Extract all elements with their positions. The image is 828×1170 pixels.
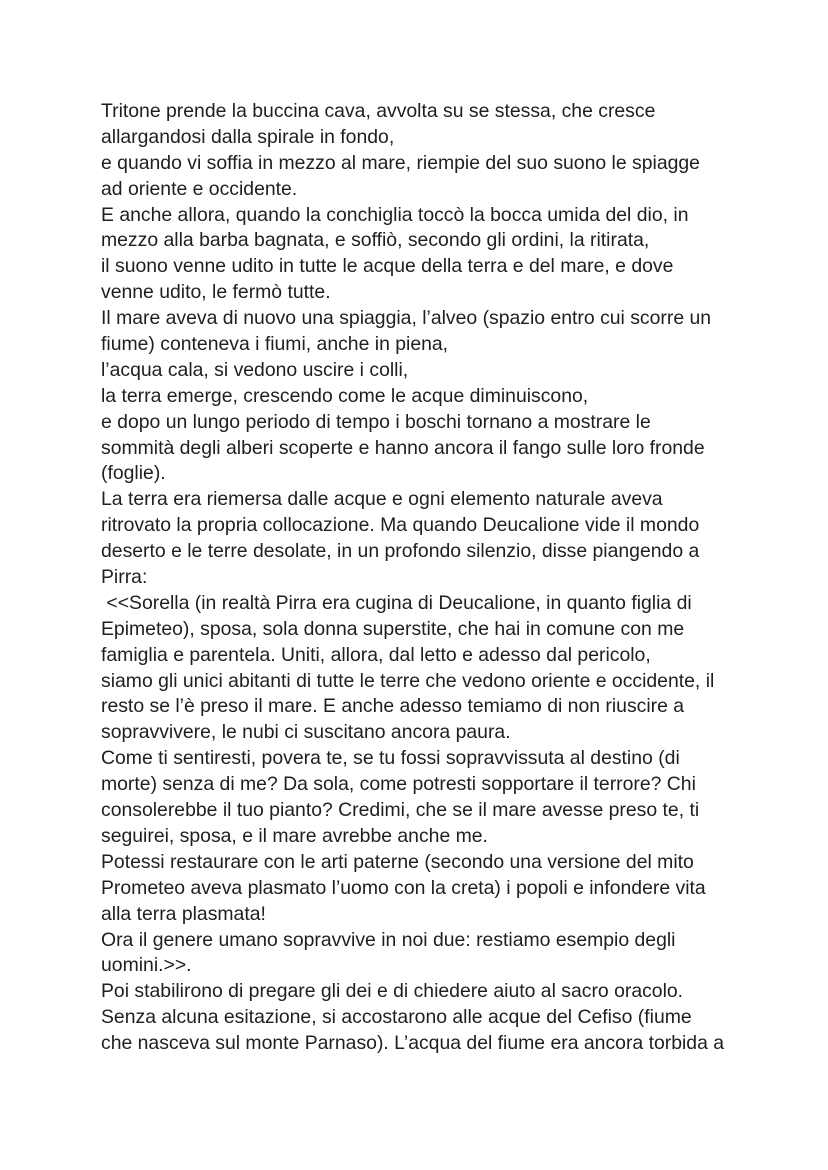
text-line: morte) senza di me? Da sola, come potresti sopportare il terrore? Chi	[101, 773, 696, 796]
text-line: Poi stabilirono di pregare gli dei e di chiedere aiuto al sacro oracolo.	[101, 980, 684, 1003]
text-line: la terra emerge, crescendo come le acque diminuiscono,	[101, 384, 589, 407]
text-line: ad oriente e occidente.	[101, 177, 298, 200]
text-line: siamo gli unici abitanti di tutte le terre che vedono oriente e occidente, il	[101, 669, 715, 692]
text-line: Il mare aveva di nuovo una spiaggia, l’alveo (spazio entro cui scorre un	[101, 307, 712, 330]
body-text	[101, 99, 741, 1057]
text-line: consolerebbe il tuo pianto? Credimi, che se il mare avesse preso te, ti	[101, 799, 700, 822]
text-line: Come ti sentiresti, povera te, se tu fossi sopravvissuta al destino (di	[101, 747, 680, 770]
text-line: (foglie).	[101, 462, 166, 485]
text-line: famiglia e parentela. Uniti, allora, dal letto e adesso dal pericolo,	[101, 643, 651, 666]
text-line: sommità degli alberi scoperte e hanno ancora il fango sulle loro fronde	[101, 436, 705, 459]
text-line: allargandosi dalla spirale in fondo,	[101, 125, 395, 148]
text-line: mezzo alla barba bagnata, e soffiò, secondo gli ordini, la ritirata,	[101, 229, 650, 252]
text-line: alla terra plasmata!	[101, 902, 266, 925]
text-line: E anche allora, quando la conchiglia toccò la bocca umida del dio, in	[101, 203, 689, 226]
text-line: Epimeteo), sposa, sola donna superstite, che hai in comune con me	[101, 617, 685, 640]
text-line: venne udito, le fermò tutte.	[101, 281, 331, 304]
text-line: deserto e le terre desolate, in un profondo silenzio, disse piangendo a	[101, 540, 700, 563]
text-line: il suono venne udito in tutte le acque della terra e del mare, e dove	[101, 255, 674, 278]
text-line: La terra era riemersa dalle acque e ogni elemento naturale aveva	[101, 488, 663, 511]
text-line: fiume) conteneva i fiumi, anche in piena,	[101, 333, 449, 356]
text-line: Ora il genere umano sopravvive in noi due: restiamo esempio degli	[101, 928, 676, 951]
text-line: seguirei, sposa, e il mare avrebbe anche me.	[101, 824, 488, 847]
text-line: Pirra:	[101, 566, 148, 589]
text-line: Prometeo aveva plasmato l’uomo con la creta) i popoli e infondere vita	[101, 876, 706, 899]
text-line: <<Sorella (in realtà Pirra era cugina di Deucalione, in quanto figlia di	[101, 591, 692, 614]
text-line: e dopo un lungo periodo di tempo i boschi tornano a mostrare le	[101, 410, 651, 433]
text-line: che nasceva sul monte Parnaso). L’acqua del fiume era ancora torbida a	[101, 1032, 725, 1055]
text-line: ritrovato la propria collocazione. Ma quando Deucalione vide il mondo	[101, 514, 700, 537]
text-line: sopravvivere, le nubi ci suscitano ancora paura.	[101, 721, 511, 744]
text-line: Potessi restaurare con le arti paterne (secondo una versione del mito	[101, 850, 694, 873]
text-line: Senza alcuna esitazione, si accostarono alle acque del Cefiso (fiume	[101, 1006, 692, 1029]
text-line: e quando vi soffia in mezzo al mare, riempie del suo suono le spiagge	[101, 151, 700, 174]
text-line: uomini.>>.	[101, 954, 192, 977]
text-line: Tritone prende la buccina cava, avvolta su se stessa, che cresce	[101, 100, 656, 122]
text-line: resto se l’è preso il mare. E anche adesso temiamo di non riuscire a	[101, 695, 685, 718]
text-line: l’acqua cala, si vedono uscire i colli,	[101, 358, 409, 381]
